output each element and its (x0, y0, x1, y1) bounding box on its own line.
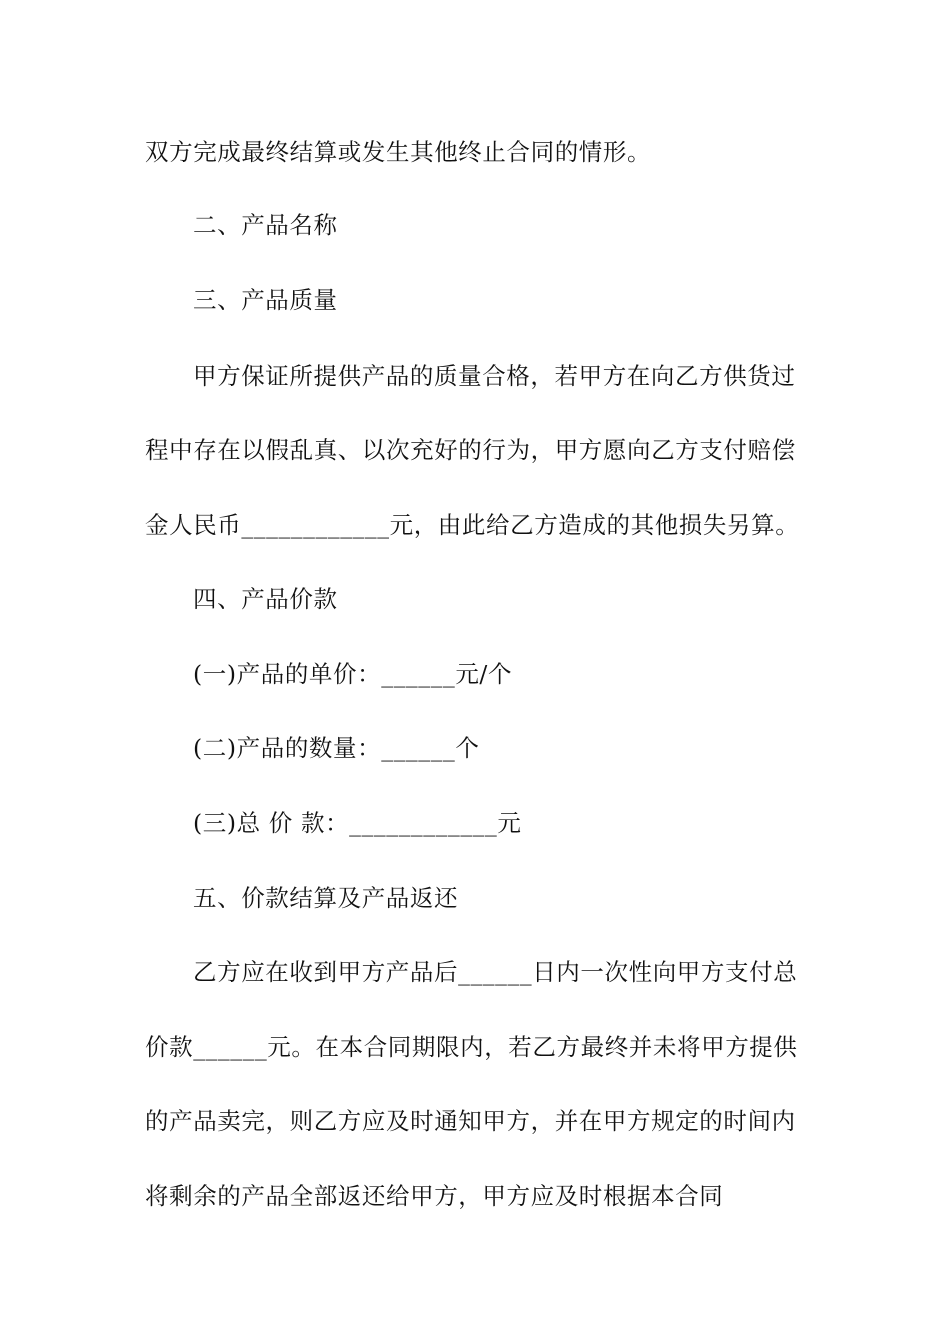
paragraph-line: 乙方应在收到甲方产品后______日内一次性向甲方支付总 (193, 958, 798, 986)
paragraph-line: 将剩余的产品全部返还给甲方，甲方应及时根据本合同 (145, 1182, 724, 1210)
section-heading-settlement: 五、价款结算及产品返还 (193, 884, 459, 912)
section-heading-product-quality: 三、产品质量 (193, 286, 338, 314)
paragraph-line: 金人民币____________元，由此给乙方造成的其他损失另算。 (145, 511, 800, 539)
price-item-total: (三)总 价 款：____________元 (193, 809, 522, 837)
paragraph-line: 双方完成最终结算或发生其他终止合同的情形。 (145, 138, 652, 166)
section-heading-product-price: 四、产品价款 (193, 585, 338, 613)
paragraph-line: 的产品卖完，则乙方应及时通知甲方，并在甲方规定的时间内 (145, 1107, 796, 1135)
price-item-unit-price: (一)产品的单价：______元/个 (193, 660, 513, 688)
paragraph-line: 甲方保证所提供产品的质量合格，若甲方在向乙方供货过 (193, 362, 796, 390)
paragraph-line: 价款______元。在本合同期限内，若乙方最终并未将甲方提供 (145, 1033, 798, 1061)
section-heading-product-name: 二、产品名称 (193, 211, 338, 239)
price-item-quantity: (二)产品的数量：______个 (193, 734, 480, 762)
paragraph-line: 程中存在以假乱真、以次充好的行为，甲方愿向乙方支付赔偿 (145, 436, 796, 464)
